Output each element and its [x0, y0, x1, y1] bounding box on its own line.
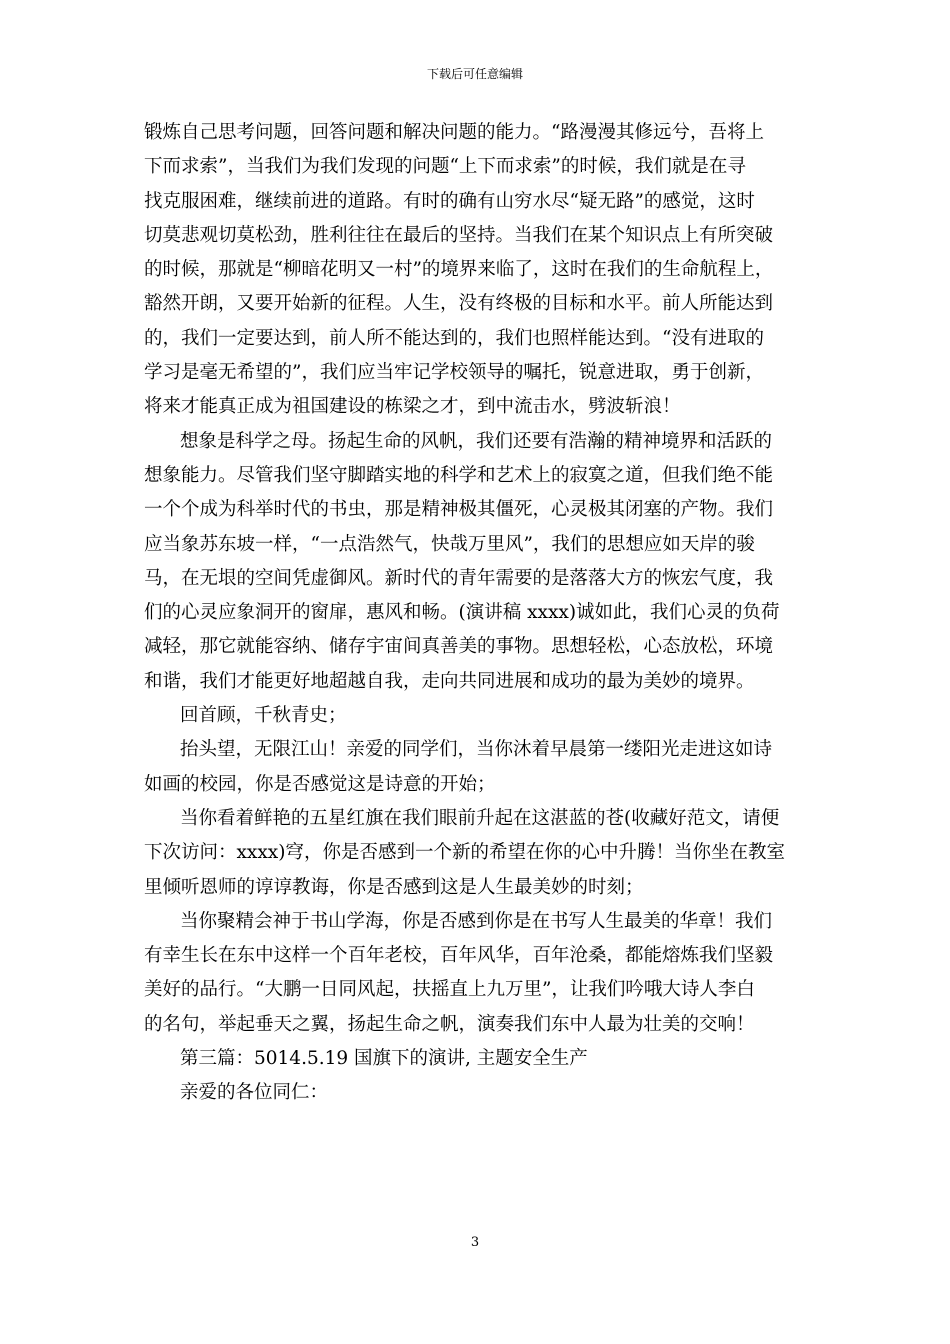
text-line: 下而求索”，当我们为我们发现的问题“上下而求索”的时候，我们就是在寻 [144, 156, 746, 178]
text-line: 将来才能真正成为祖国建设的栋梁之才，到中流击水，劈波斩浪！ [144, 396, 681, 418]
text-line: 减轻，那它就能容纳、储存宇宙间真善美的事物。思想轻松，心态放松，环境 [144, 636, 774, 658]
text-line: 下次访问：xxxx)穹，你是否感到一个新的希望在你的心中升腾！当你坐在教室 [144, 842, 785, 864]
text-line: 第三篇：5014.5.19 国旗下的演讲, 主题安全生产 [180, 1048, 588, 1070]
text-line: 锻炼自己思考问题，回答问题和解决问题的能力。“路漫漫其修远兮，吾将上 [144, 122, 764, 143]
document-body [144, 116, 824, 1111]
text-line: 里倾听恩师的谆谆教诲，你是否感到这是人生最美妙的时刻； [144, 876, 644, 898]
text-line: 回首顾，千秋青史； [180, 705, 347, 727]
text-line: 和谐，我们才能更好地超越自我，走向共同进展和成功的最为美妙的境界。 [144, 670, 755, 692]
text-line: 找克服困难，继续前进的道路。有时的确有山穷水尽“疑无路”的感觉，这时 [144, 190, 755, 212]
text-line: 当你看着鲜艳的五星红旗在我们眼前升起在这湛蓝的苍(收藏好范文，请便 [180, 807, 780, 829]
text-line: 学习是毫无希望的”，我们应当牢记学校领导的嘱托，锐意进取，勇于创新， [144, 362, 764, 384]
text-line: 当你聚精会神于书山学海，你是否感到你是在书写人生最美的华章！我们 [180, 910, 773, 932]
text-line: 想象能力。尽管我们坚守脚踏实地的科学和艺术上的寂寞之道，但我们绝不能 [144, 464, 774, 486]
text-line: 应当象苏东坡一样，“一点浩然气，快哉万里风”，我们的思想应如天岸的骏 [144, 533, 755, 555]
text-line: 一个个成为科举时代的书虫，那是精神极其僵死，心灵极其闭塞的产物。我们 [144, 499, 774, 521]
text-line: 美好的品行。“大鹏一日同风起，扶摇直上九万里”，让我们吟哦大诗人李白 [144, 979, 755, 1001]
text-line: 的名句，举起垂天之翼，扬起生命之帆，演奏我们东中人最为壮美的交响！ [144, 1013, 755, 1035]
text-line: 的时候，那就是“柳暗花明又一村”的境界来临了，这时在我们的生命航程上， [144, 259, 774, 281]
text-line: 马，在无垠的空间凭虚御风。新时代的青年需要的是落落大方的恢宏气度，我 [144, 567, 774, 589]
text-line: 的，我们一定要达到，前人所不能达到的，我们也照样能达到。“没有进取的 [144, 327, 764, 349]
text-line: 抬头望，无限江山！亲爱的同学们，当你沐着早晨第一缕阳光走进这如诗 [180, 739, 773, 761]
text-line: 们的心灵应象洞开的窗扉，惠风和畅。(演讲稿 xxxx)诚如此，我们心灵的负荷 [144, 602, 780, 624]
text-line: 有幸生长在东中这样一个百年老校，百年风华，百年沧桑，都能熔炼我们坚毅 [144, 945, 774, 967]
text-line: 想象是科学之母。扬起生命的风帆，我们还要有浩瀚的精神境界和活跃的 [180, 430, 773, 452]
page-number: 3 [470, 1235, 480, 1250]
text-line: 亲爱的各位同仁： [180, 1082, 329, 1104]
text-line: 切莫悲观切莫松劲，胜利往往在最后的坚持。当我们在某个知识点上有所突破 [144, 224, 774, 246]
page-header: 下载后可任意编辑 [426, 67, 523, 81]
text-line: 豁然开朗，又要开始新的征程。人生，没有终极的目标和水平。前人所能达到 [144, 293, 774, 315]
text-line: 如画的校园，你是否感觉这是诗意的开始； [144, 773, 496, 795]
